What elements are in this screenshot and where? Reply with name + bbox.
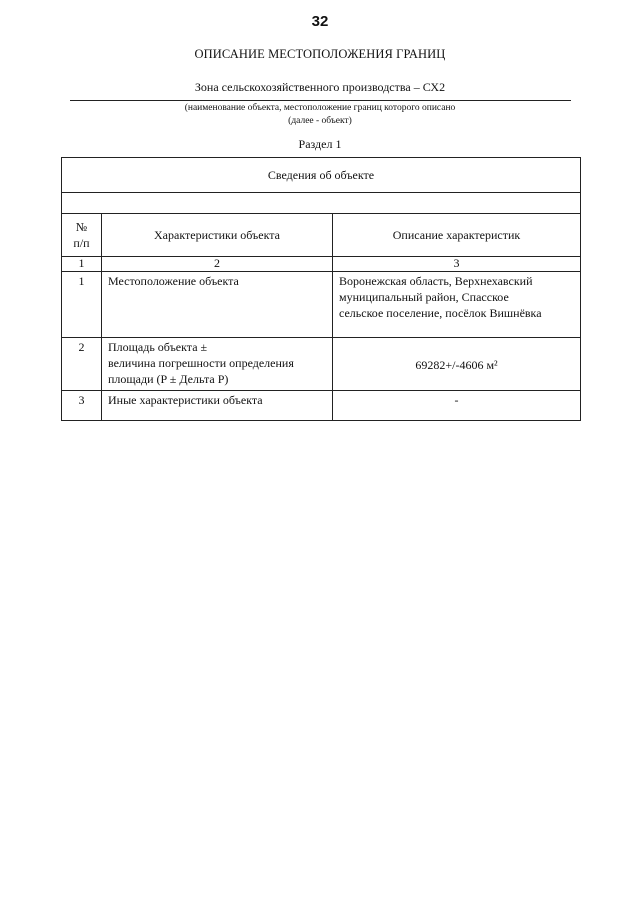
caption-line-2: (далее - объект) xyxy=(288,116,352,126)
row-characteristic-line: Площадь объекта ± xyxy=(108,340,208,354)
column-index-1: 1 xyxy=(62,257,102,272)
section-label: Раздел 1 xyxy=(298,137,342,151)
table-header-row xyxy=(62,214,581,257)
table-spacer-row xyxy=(62,193,581,214)
row-characteristic-line: площади (P ± Дельта P) xyxy=(108,372,229,386)
object-name-underline xyxy=(70,100,571,101)
table-row xyxy=(62,338,581,391)
row-number: 3 xyxy=(62,391,102,421)
document-title: ОПИСАНИЕ МЕСТОПОЛОЖЕНИЯ ГРАНИЦ xyxy=(194,47,446,61)
object-name-caption xyxy=(0,102,640,128)
row-characteristic xyxy=(102,391,333,421)
header-number xyxy=(62,214,102,257)
header-number-line-1: № xyxy=(75,220,88,234)
row-description-line: муниципальный район, Спасское xyxy=(339,290,509,304)
column-index-3: 3 xyxy=(333,257,581,272)
row-number: 1 xyxy=(62,272,102,338)
header-characteristics: Характеристики объекта xyxy=(102,214,333,257)
row-characteristic xyxy=(102,272,333,338)
table-column-index-row xyxy=(62,257,581,272)
row-description xyxy=(333,272,581,338)
row-characteristic-line: Иные характеристики объекта xyxy=(108,393,263,407)
row-characteristic-line: величина погрешности определения xyxy=(108,356,294,370)
table-spacer-cell xyxy=(62,193,581,214)
table-row xyxy=(62,391,581,421)
caption-line-1: (наименование объекта, местоположение границ которого описано xyxy=(184,103,456,113)
row-characteristic-line: Местоположение объекта xyxy=(108,274,239,288)
header-description: Описание характеристик xyxy=(333,214,581,257)
row-description-line: сельское поселение, посёлок Вишнёвка xyxy=(339,306,542,320)
table-title: Сведения об объекте xyxy=(62,158,581,193)
column-index-2: 2 xyxy=(102,257,333,272)
row-description xyxy=(333,338,581,391)
header-number-line-2: п/п xyxy=(73,236,90,250)
object-name: Зона сельскохозяйственного производства – СХ2 xyxy=(194,80,446,94)
row-number: 2 xyxy=(62,338,102,391)
table-row xyxy=(62,272,581,338)
page-number: 32 xyxy=(311,13,329,30)
row-description-line: Воронежская область, Верхнехавский xyxy=(339,274,533,288)
object-info-table xyxy=(61,157,581,421)
object-info-table-wrapper xyxy=(61,157,580,421)
row-description xyxy=(333,391,581,421)
table-title-row xyxy=(62,158,581,193)
row-characteristic xyxy=(102,338,333,391)
row-description-line: - xyxy=(454,393,459,407)
row-description-line: 69282+/-4606 м² xyxy=(415,357,498,372)
